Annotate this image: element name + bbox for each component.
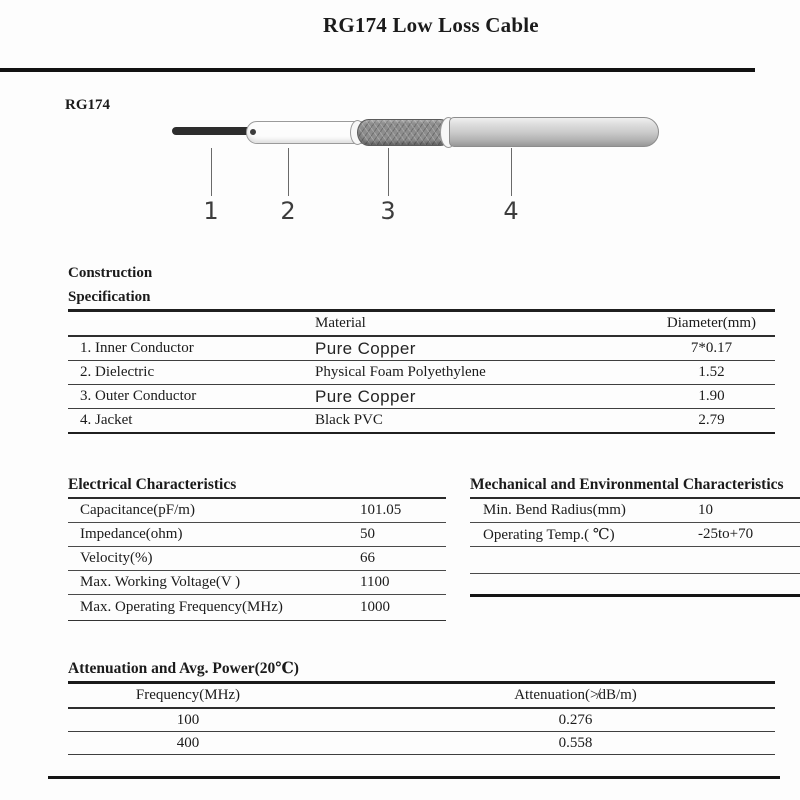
construction-item-material: Physical Foam Polyethylene xyxy=(315,364,486,380)
frequency-value: 400 xyxy=(176,734,200,751)
construction-item-diameter: 2.79 xyxy=(698,412,725,428)
leader-line-2 xyxy=(288,148,289,196)
attenuation-column-header: Attenuation(≯dB/m) xyxy=(514,687,637,703)
frequency-value: 100 xyxy=(176,711,200,728)
table-bottom-rule xyxy=(470,574,800,597)
electrical-param-name: Velocity(%) xyxy=(80,550,153,566)
attenuation-table-header xyxy=(68,684,775,709)
construction-item-diameter: 7*0.17 xyxy=(690,340,733,356)
construction-specification-table xyxy=(68,309,775,434)
construction-heading: Construction xyxy=(68,265,153,281)
electrical-param-value: 1000 xyxy=(360,599,390,615)
table-row xyxy=(68,361,775,385)
leader-line-4 xyxy=(511,148,512,196)
table-row xyxy=(68,409,775,434)
construction-item-material: Pure Copper xyxy=(315,386,416,406)
page-title: RG174 Low Loss Cable xyxy=(323,13,539,37)
electrical-param-value: 101.05 xyxy=(360,502,402,518)
electrical-characteristics-table xyxy=(68,497,446,621)
outer-conductor-braid-graphic xyxy=(357,119,452,146)
table-row xyxy=(68,709,775,732)
layer-label-1: 1 xyxy=(203,197,219,225)
jacket-graphic xyxy=(449,117,659,147)
table-row xyxy=(68,499,446,523)
table-row xyxy=(68,385,775,409)
attenuation-value: 0.558 xyxy=(558,734,593,751)
construction-item-diameter: 1.52 xyxy=(698,364,725,380)
attenuation-table xyxy=(68,681,775,755)
material-column-header: Material xyxy=(315,315,366,331)
page-bottom-rule xyxy=(48,776,780,779)
electrical-param-name: Max. Working Voltage(V ) xyxy=(80,574,241,590)
attenuation-heading: Attenuation and Avg. Power(20℃) xyxy=(68,660,299,677)
construction-table-header xyxy=(68,312,775,337)
mechanical-param-value: 10 xyxy=(698,502,713,518)
table-row xyxy=(470,499,800,523)
attenuation-value: 0.276 xyxy=(558,711,593,728)
electrical-param-name: Capacitance(pF/m) xyxy=(80,502,195,518)
dielectric-graphic xyxy=(246,121,364,144)
leader-line-1 xyxy=(211,148,212,196)
layer-label-4: 4 xyxy=(503,197,519,225)
electrical-characteristics-heading: Electrical Characteristics xyxy=(68,476,237,493)
mechanical-param-value: -25to+70 xyxy=(698,526,754,542)
table-row xyxy=(470,523,800,547)
inner-conductor-graphic xyxy=(172,127,256,135)
mechanical-param-name: Min. Bend Radius(mm) xyxy=(483,502,626,518)
model-label: RG174 xyxy=(65,97,110,113)
mechanical-characteristics-table xyxy=(470,497,800,597)
table-row xyxy=(68,547,446,571)
mechanical-param-name: Operating Temp.( ℃) xyxy=(483,527,615,543)
electrical-param-value: 1100 xyxy=(360,574,390,590)
construction-item-name: 4. Jacket xyxy=(80,412,133,428)
construction-item-name: 2. Dielectric xyxy=(80,364,155,380)
electrical-param-value: 66 xyxy=(360,550,375,566)
electrical-param-value: 50 xyxy=(360,526,375,542)
construction-item-name: 3. Outer Conductor xyxy=(80,388,197,404)
empty-table-row xyxy=(470,547,800,574)
electrical-param-name: Max. Operating Frequency(MHz) xyxy=(80,599,283,615)
conductor-cross-section-dot xyxy=(250,129,256,135)
electrical-param-name: Impedance(ohm) xyxy=(80,526,183,542)
cable-construction-diagram xyxy=(0,0,800,240)
construction-item-material: Pure Copper xyxy=(315,338,416,358)
layer-label-2: 2 xyxy=(280,197,296,225)
construction-item-material: Black PVC xyxy=(315,412,383,428)
table-row xyxy=(68,595,446,621)
table-row xyxy=(68,337,775,361)
table-row xyxy=(68,523,446,547)
frequency-column-header: Frequency(MHz) xyxy=(135,687,241,703)
table-row xyxy=(68,732,775,755)
mechanical-characteristics-heading: Mechanical and Environmental Characteristics xyxy=(470,476,784,493)
diameter-column-header: Diameter(mm) xyxy=(666,315,757,331)
specification-heading: Specification xyxy=(68,289,151,305)
table-row xyxy=(68,571,446,595)
layer-label-3: 3 xyxy=(380,197,396,225)
leader-line-3 xyxy=(388,148,389,196)
construction-item-name: 1. Inner Conductor xyxy=(80,340,194,356)
construction-item-diameter: 1.90 xyxy=(698,388,725,404)
